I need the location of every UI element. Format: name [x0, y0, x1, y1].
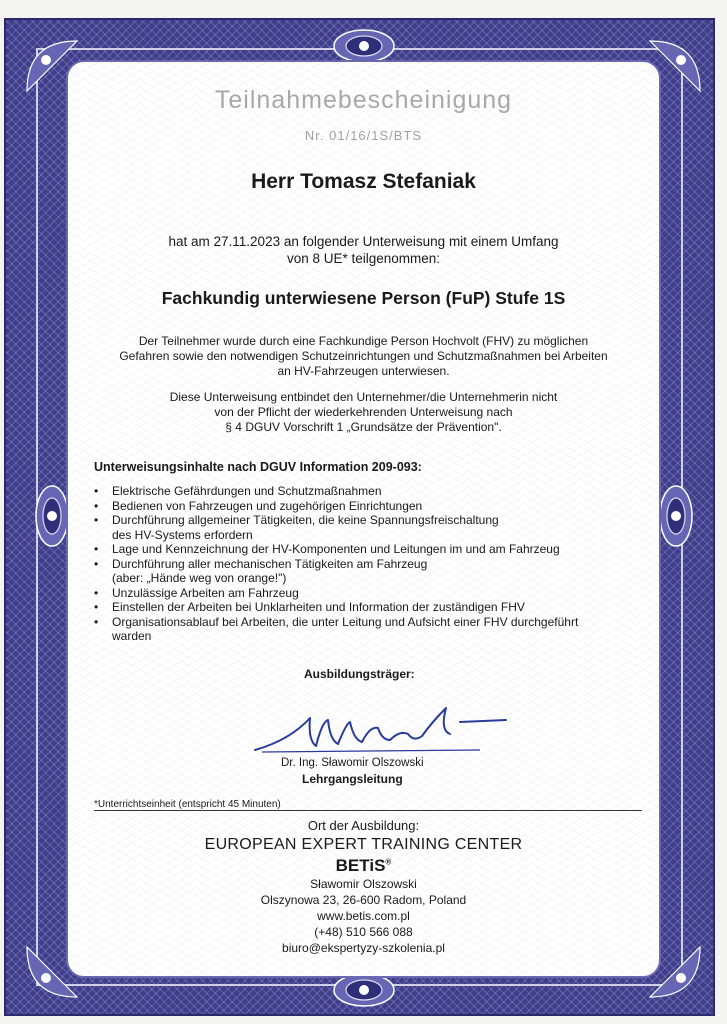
intro-text — [66, 233, 661, 267]
footnote-divider — [94, 810, 642, 811]
list-item: • Lage und Kennzeichnung der HV-Komponenten und Leitungen im und am Fahrzeug — [92, 542, 652, 557]
list-item: • Organisationsablauf bei Arbeiten, die unter Leitung und Aufsicht einer FHV durchgeführt warden — [92, 615, 652, 644]
footnote: *Unterrichtseinheit (entspricht 45 Minuten) — [94, 799, 281, 810]
para1-line-2: Gefahren sowie den notwendigen Schutzeinrichtungen und Schutzmaßnahmen bei Arbeiten — [119, 349, 608, 363]
list-item: • Unzulässige Arbeiten am Fahrzeug — [92, 586, 652, 601]
signature-icon — [250, 700, 510, 762]
brand-text: BETiS — [335, 856, 386, 875]
contents-heading: Unterweisungsinhalte nach DGUV Information 209-093: — [94, 460, 422, 474]
para2-line-1: Diese Unterweisung entbindet den Unternehmer/die Unternehmerin nicht — [169, 390, 558, 404]
trainer-label: Ausbildungsträger: — [304, 667, 415, 681]
list-item: • Durchführung allgemeiner Tätigkeiten, die keine Spannungsfreischaltung des HV-Systems erfordern — [92, 513, 652, 542]
contents-list — [92, 484, 652, 644]
certificate-number: Nr. 01/16/1S/BTS — [304, 128, 423, 143]
list-item: • Bedienen von Fahrzeugen und zugehörigen Einrichtungen — [92, 499, 652, 514]
para2-line-3: § 4 DGUV Vorschrift 1 „Grundsätze der Prävention". — [225, 420, 502, 434]
brand-mark: ® — [385, 857, 392, 867]
contact-email: biuro@ekspertyzy-szkolenia.pl — [282, 941, 445, 955]
list-item: • Durchführung aller mechanischen Tätigkeiten am Fahrzeug (aber: „Hände weg von orange!") — [92, 557, 652, 586]
contact-phone: (+48) 510 566 088 — [314, 925, 413, 939]
intro-line-1: hat am 27.11.2023 an folgender Unterweisung mit einem Umfang — [168, 234, 559, 249]
para1-line-3: an HV-Fahrzeugen unterwiesen. — [277, 364, 450, 378]
para2-line-2: von der Pflicht der wiederkehrenden Unterweisung nach — [214, 405, 513, 419]
list-item: • Einstellen der Arbeiten bei Unklarheiten und Information der zuständigen FHV — [92, 600, 652, 615]
para1-line-1: Der Teilnehmer wurde durch eine Fachkundige Person Hochvolt (FHV) zu möglichen — [138, 334, 589, 348]
list-item: • Elektrische Gefährdungen und Schutzmaßnahmen — [92, 484, 652, 499]
contact-block — [66, 876, 661, 956]
contact-address: Olszynowa 23, 26-600 Radom, Poland — [260, 893, 467, 907]
signatory-role: Lehrgangsleitung — [302, 772, 403, 786]
description-paragraph-2 — [66, 390, 661, 435]
participant-name: Herr Tomasz Stefaniak — [251, 170, 476, 193]
course-title: Fachkundig unterwiesene Person (FuP) Stufe 1S — [161, 288, 566, 308]
contact-person: Sławomir Olszowski — [310, 877, 417, 891]
certificate-title: Teilnahmebescheinigung — [214, 86, 513, 114]
intro-line-2: von 8 UE* teilgenommen: — [286, 251, 441, 266]
signatory-name: Dr. Ing. Sławomir Olszowski — [281, 757, 424, 769]
location-label: Ort der Ausbildung: — [307, 818, 420, 833]
contact-website: www.betis.com.pl — [317, 909, 410, 923]
description-paragraph-1 — [66, 334, 661, 379]
brand-name — [66, 856, 661, 876]
training-center-name: EUROPEAN EXPERT TRAINING CENTER — [204, 836, 523, 853]
